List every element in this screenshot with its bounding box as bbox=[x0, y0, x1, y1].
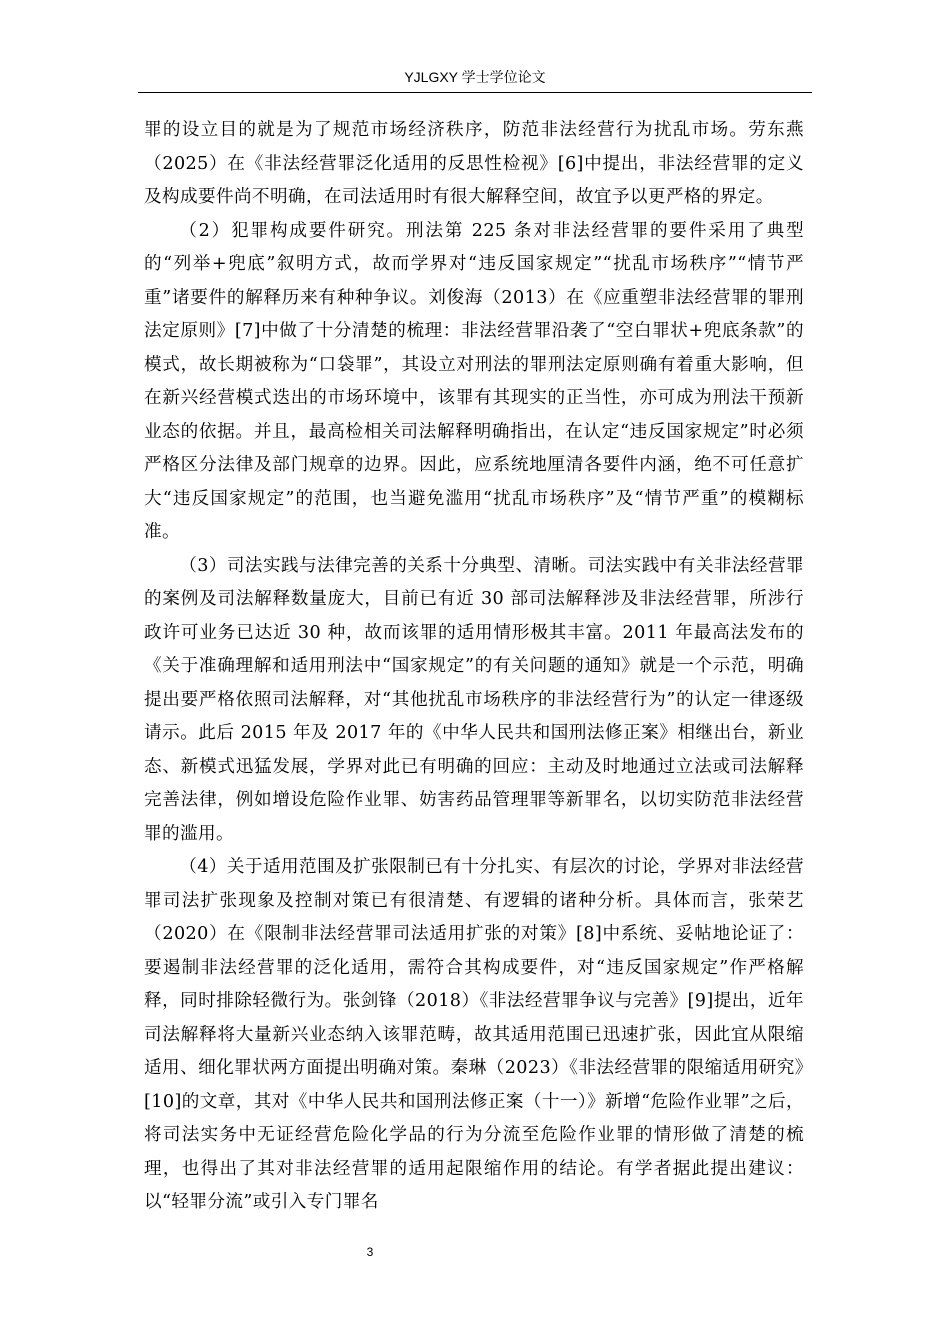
page-number: 3 bbox=[366, 1245, 374, 1259]
paragraph-judicial-practice: （3）司法实践与法律完善的关系十分典型、清晰。司法实践中有关非法经营罪的案例及司法解释数量庞大，目前已有近 30 部司法解释涉及非法经营罪，所涉行政许可业务已达近 30 种，故而该罪的适用情形极其丰富。2011 年最高法发布的《关于准确理解和适用刑法中“国家规定”的有关问题的通知》就是一个示范，明确提出要严格依照司法解释，对“其他扰乱市场秩序的非法经营行为”的认定一律逐级请示。此后 2015 年及 2017 年的《中华人民共和国刑法修正案》相继出台，新业态、新模式迅猛发展，学界对此已有明确的回应：主动及时地通过立法或司法解释完善法律，例如增设危险作业罪、妨害药品管理罪等新罪名，以切实防范非法经营罪的滥用。 bbox=[144, 555, 804, 844]
paragraph-constituent-elements: （2）犯罪构成要件研究。刑法第 225 条对非法经营罪的要件采用了典型的“列举+兜底”叙明方式，故而学界对“违反国家规定”“扰乱市场秩序”“情节严重”诸要件的解释历来有种种争议。刘俊海（2013）在《应重塑非法经营罪的罪刑法定原则》[7]中做了十分清楚的梳理：非法经营罪沿袭了“空白罪状+兜底条款”的模式，故长期被称为“口袋罪”，其设立对刑法的罪刑法定原则确有着重大影响，但在新兴经营模式迭出的市场环境中，该罪有其现实的正当性，亦可成为刑法干预新业态的依据。并且，最高检相关司法解释明确指出，在认定“违反国家规定”时必须严格区分法律及部门规章的边界。因此，应系统地厘清各要件内涵，绝不可任意扩大“违反国家规定”的范围，也当避免滥用“扰乱市场秩序”及“情节严重”的模糊标准。 bbox=[144, 220, 804, 542]
paragraph-continuation: 罪的设立目的就是为了规范市场经济秩序，防范非法经营行为扰乱市场。劳东燕（2025）在《非法经营罪泛化适用的反思性检视》[6]中提出，非法经营罪的定义及构成要件尚不明确，在司法适用时有很大解释空间，故宜予以更严格的界定。 bbox=[144, 120, 804, 207]
header-divider bbox=[138, 92, 812, 93]
paragraph-scope-restriction: （4）关于适用范围及扩张限制已有十分扎实、有层次的讨论，学界对非法经营罪司法扩张现象及控制对策已有很清楚、有逻辑的诸种分析。具体而言，张荣艺（2020）在《限制非法经营罪司法适用扩张的对策》[8]中系统、妥帖地论证了：要遏制非法经营罪的泛化适用，需符合其构成要件，对“违反国家规定”作严格解释，同时排除轻微行为。张剑锋（2018）《非法经营罪争议与完善》[9]提出，近年司法解释将大量新兴业态纳入该罪范畴，故其适用范围已迅速扩张，因此宜从限缩适用、细化罪状两方面提出明确对策。秦琳（2023）《非法经营罪的限缩适用研究》[10]的文章，其对《中华人民共和国刑法修正案（十一）》新增“危险作业罪”之后，将司法实务中无证经营危险化学品的行为分流至危险作业罪的情形做了清楚的梳理，也得出了其对非法经营罪的适用起限缩作用的结论。有学者据此提出建议：以“轻罪分流”或引入专门罪名 bbox=[144, 857, 804, 1212]
page-header-title: YJLGXY 学士学位论文 bbox=[404, 69, 546, 85]
body-text bbox=[144, 114, 804, 1220]
